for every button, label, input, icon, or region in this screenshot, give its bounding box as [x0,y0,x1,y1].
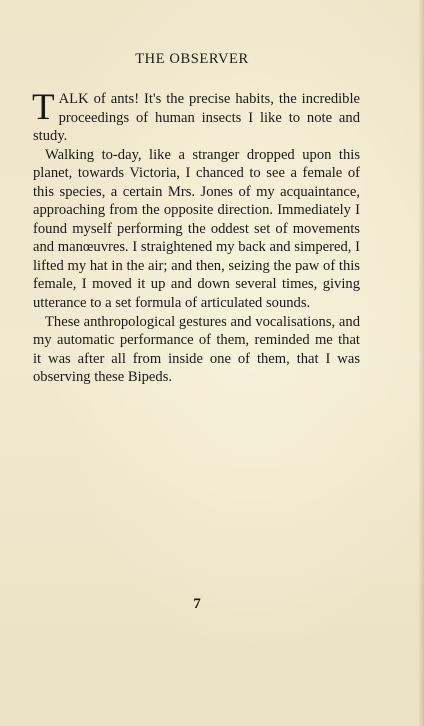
page-number: 7 [193,596,201,612]
body-text [32,87,360,387]
running-header: THE OBSERVER [135,51,249,67]
paragraph-2: Walking to-day, like a stranger dropped upon this planet, towards Victoria, I chanced to see a female of this species, a certain Mrs. Jones of my acquaintance, approaching from the opposite direction. Immediately I found myself performing the oddest set of movements and manœuvres. I straightened my back and simpered, I lifted my hat in the air; and then, seizing the paw of this female, I moved it up and down several times, giving utterance to a set formula of articulated sounds. [33,146,360,312]
drop-cap: T [32,87,55,128]
paragraph-1 [32,87,360,146]
paragraph-1-text: ALK of ants! It's the precise habits, the incredible proceedings of human insects I like to note and study. [33,91,360,145]
page-edge-shadow [418,0,424,726]
paragraph-3: These anthropological gestures and vocalisations, and my automatic performance of them, reminded me that it was after all from inside one of them, that I was observing these Bipeds. [33,313,360,386]
